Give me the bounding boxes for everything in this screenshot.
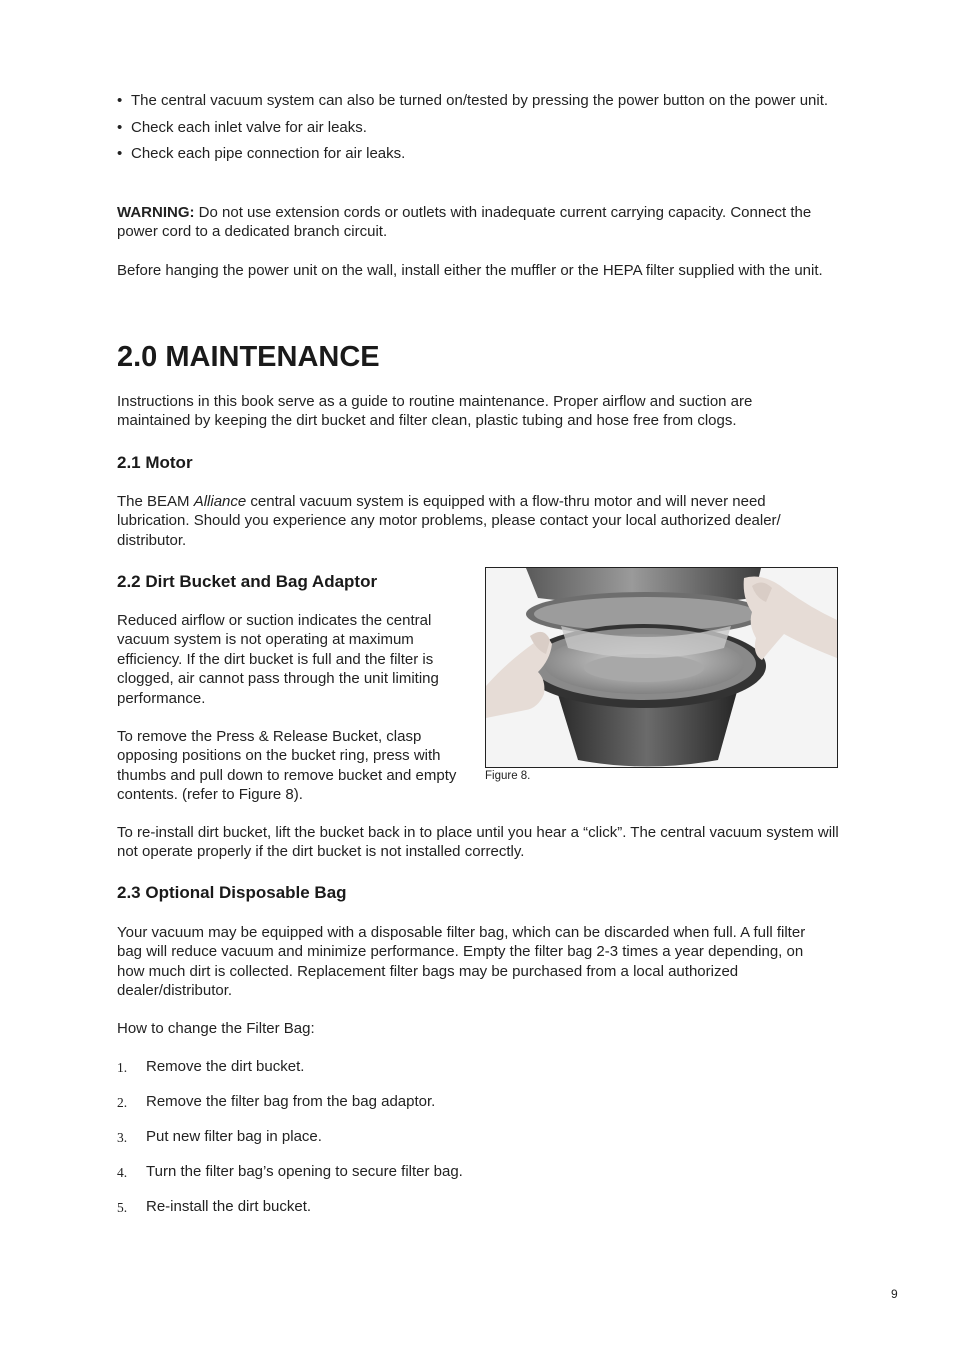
step-text: Remove the filter bag from the bag adaptor. — [146, 1093, 436, 1110]
step-text: Remove the dirt bucket. — [146, 1058, 305, 1075]
section-title: 2.0 MAINTENANCE — [117, 341, 380, 373]
bullet-icon: • — [117, 92, 123, 109]
bullet-icon: • — [117, 118, 123, 136]
dirt-bucket-heading: 2.2 Dirt Bucket and Bag Adaptor — [117, 572, 378, 591]
step-number: 3. — [117, 1130, 128, 1145]
motor-heading: 2.1 Motor — [117, 453, 193, 472]
bullet-item: • Check each pipe connection for air leaks. — [117, 145, 406, 163]
howto-label: How to change the Filter Bag: — [117, 1020, 315, 1037]
maintenance-intro: Instructions in this book serve as a guide to routine maintenance. Proper airflow and suction are maintained by keeping the dirt bucket and filter clean, plastic tubing and hose free from clogs. — [117, 393, 753, 430]
list-item — [117, 1162, 839, 1197]
step-text: Put new filter bag in place. — [146, 1128, 322, 1145]
warning-text: Do not use extension cords or outlets with inadequate current carrying capacity. Connect the power cord to a dedicated branch circuit. — [117, 204, 812, 241]
list-item — [117, 1092, 839, 1127]
step-text: Re-install the dirt bucket. — [146, 1198, 312, 1215]
figure-caption: Figure 8. — [485, 770, 531, 782]
step-text: Turn the filter bag’s opening to secure filter bag. — [146, 1163, 463, 1180]
warning-paragraph — [117, 203, 839, 242]
list-item — [117, 1057, 839, 1092]
disposable-bag-heading: 2.3 Optional Disposable Bag — [117, 883, 347, 902]
motor-paragraph: The BEAM Alliance central vacuum system is equipped with a flow-thru motor and will never need lubrication. Should you experience any motor problems, please contact your local authorized dealer/ distributor. — [117, 493, 781, 549]
reinstall-paragraph: To re-install dirt bucket, lift the bucket back in to place until you hear a “click”. The central vacuum system will not operate properly if the dirt bucket is not installed correctly. — [117, 824, 839, 861]
warning-label: WARNING: — [117, 204, 195, 221]
bucket-removal-illustration — [486, 568, 837, 767]
bullet-icon: • — [117, 145, 123, 163]
product-name: Alliance — [193, 493, 247, 510]
step-number: 5. — [117, 1200, 128, 1215]
bullet-item: • The central vacuum system can also be turned on/tested by pressing the power button on the power unit. — [117, 92, 829, 109]
step-number: 1. — [117, 1060, 128, 1075]
list-item — [117, 1197, 839, 1232]
filter-bag-steps — [117, 1057, 839, 1232]
bullet-item: • Check each inlet valve for air leaks. — [117, 118, 367, 136]
step-number: 4. — [117, 1165, 128, 1180]
test-bullet-list — [117, 91, 839, 171]
dirt-bucket-paragraph-2: To remove the Press & Release Bucket, clasp opposing positions on the bucket ring, press with thumbs and pull down to remove bucket and empty contents. (refer to Figure 8). — [117, 728, 457, 804]
list-item — [117, 1127, 839, 1162]
page-number: 9 — [891, 1287, 898, 1301]
dirt-bucket-paragraph-1: Reduced airflow or suction indicates the central vacuum system is not operating at maximum efficiency. If the dirt bucket is full and the filter is clogged, air cannot pass through the unit limiting performance. — [117, 612, 439, 707]
figure-8-photo — [485, 567, 838, 768]
hanging-note: Before hanging the power unit on the wall, install either the muffler or the HEPA filter supplied with the unit. — [117, 262, 823, 279]
step-number: 2. — [117, 1095, 128, 1110]
disposable-bag-paragraph: Your vacuum may be equipped with a disposable filter bag, which can be discarded when full. A full filter bag will reduce vacuum and minimize performance. Empty the filter bag 2-3 times a year depending, on how much dirt is collected. Replacement filter bags may be purchased from a local authorized dealer/distributor. — [117, 924, 806, 1000]
